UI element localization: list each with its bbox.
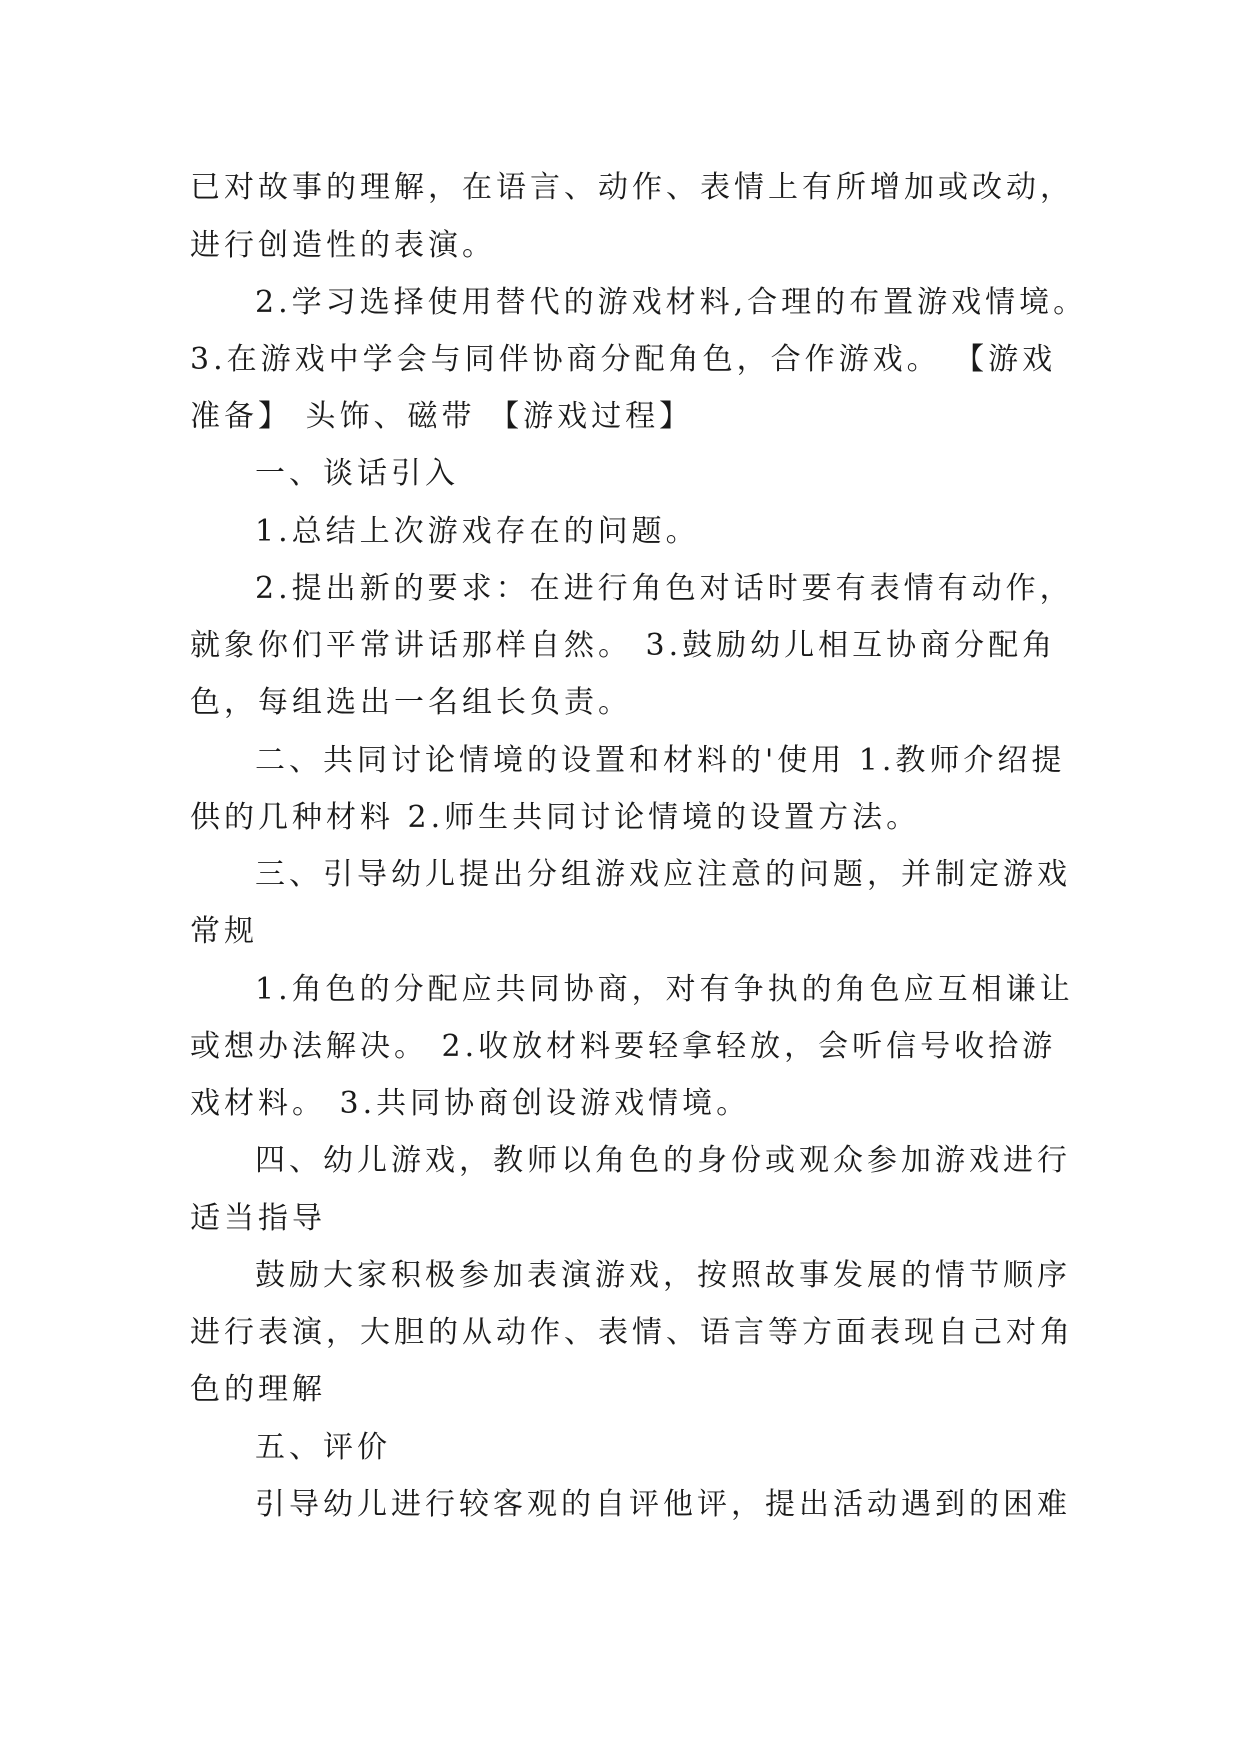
section-heading: 五、评价 bbox=[255, 1430, 391, 1465]
text-line: 进行表演，大胆的从动作、表情、语言等方面表现自己对角 bbox=[190, 1315, 1074, 1350]
text-line: 色的理解 bbox=[190, 1372, 326, 1407]
section-heading: 四、幼儿游戏，教师以角色的身份或观众参加游戏进行 bbox=[255, 1143, 1071, 1178]
text-line: 适当指导 bbox=[190, 1201, 326, 1236]
section-heading: 二、共同讨论情境的设置和材料的'使用 1.教师介绍提 bbox=[255, 743, 1066, 778]
text-line: 色，每组选出一名组长负责。 bbox=[190, 685, 632, 720]
text-line: 进行创造性的表演。 bbox=[190, 228, 496, 263]
text-line: 1.总结上次游戏存在的问题。 bbox=[255, 514, 700, 549]
text-line: 常规 bbox=[190, 914, 258, 949]
text-line: 3.在游戏中学会与同伴协商分配角色，合作游戏。 【游戏 bbox=[190, 342, 1057, 377]
text-line: 戏材料。 3.共同协商创设游戏情境。 bbox=[190, 1086, 751, 1121]
text-line: 引导幼儿进行较客观的自评他评，提出活动遇到的困难 bbox=[255, 1487, 1071, 1522]
text-line: 就象你们平常讲话那样自然。 3.鼓励幼儿相互协商分配角 bbox=[190, 628, 1057, 663]
text-line: 或想办法解决。 2.收放材料要轻拿轻放，会听信号收拾游 bbox=[190, 1029, 1057, 1064]
text-line: 鼓励大家积极参加表演游戏，按照故事发展的情节顺序 bbox=[255, 1258, 1071, 1293]
text-line: 2.学习选择使用替代的游戏材料,合理的布置游戏情境。 bbox=[255, 285, 1088, 320]
text-line: 供的几种材料 2.师生共同讨论情境的设置方法。 bbox=[190, 800, 921, 835]
text-line: 准备】 头饰、磁带 【游戏过程】 bbox=[190, 399, 694, 434]
section-heading: 三、引导幼儿提出分组游戏应注意的问题，并制定游戏 bbox=[255, 857, 1071, 892]
text-line: 已对故事的理解，在语言、动作、表情上有所增加或改动， bbox=[190, 170, 1074, 205]
text-line: 1.角色的分配应共同协商，对有争执的角色应互相谦让 bbox=[255, 972, 1074, 1007]
text-line: 2.提出新的要求：在进行角色对话时要有表情有动作， bbox=[255, 571, 1074, 606]
section-heading: 一、谈话引入 bbox=[255, 456, 459, 491]
